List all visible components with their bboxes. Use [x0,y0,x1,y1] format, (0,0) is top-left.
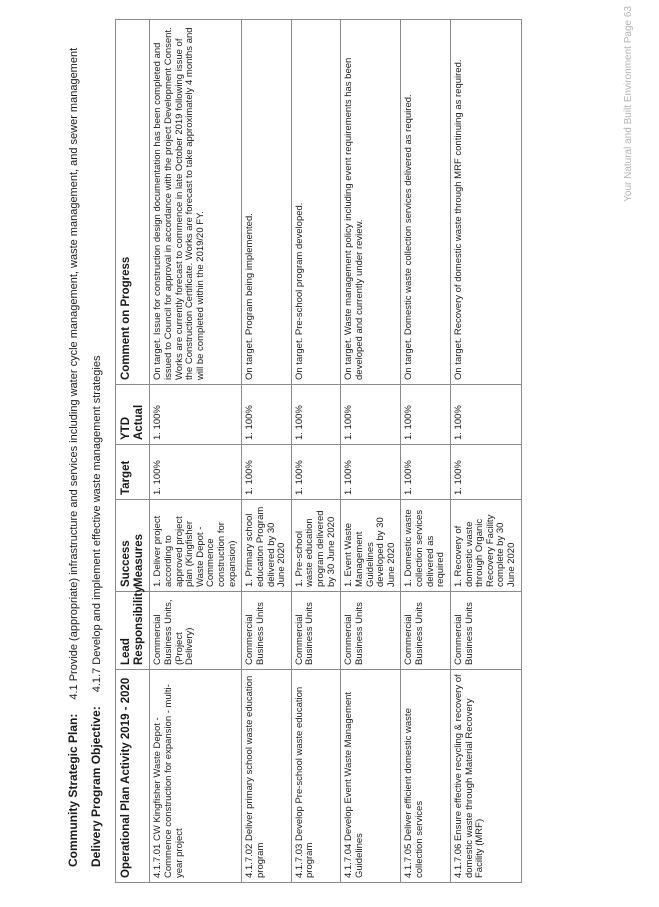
lead-cell: Commercial Business Units, (Project Delivery) [150,592,242,670]
strategic-plan-label: Community Strategic Plan: [66,713,80,867]
target-cell: 1. 100% [341,445,401,500]
measures-cell: 1. Pre-school waste education program delivered by 30 June 2020 [291,500,341,592]
activity-cell: 4.1.7.02 Deliver primary school waste education program [242,670,292,883]
table-row [401,20,451,883]
strategic-plan-value: 4.1 Provide (appropriate) infrastructure and services including water cycle management, waste management, and sewer management [68,47,80,700]
activity-cell: 4.1.7.06 Ensure effective recycling & recovery of domestic waste through Material Recovery Facility (MRF) [450,670,521,883]
column-header: Lead Responsibility [116,592,150,670]
table-row [150,20,242,883]
lead-cell: Commercial Business Units [401,592,451,670]
strategic-plan-header [66,48,80,867]
activity-cell: 4.1.7.01 CW Kingfisher Waste Depot - Commence construction for expansion - multi-year project [150,670,242,883]
measures-cell: 1. Domestic waste collection services delivered as required [401,500,451,592]
comment-cell: On target. Domestic waste collection services delivered as required. [401,20,451,385]
delivery-objective-header [89,356,103,867]
table-row [450,20,521,883]
ytd-cell: 1. 100% [242,385,292,445]
table-row [291,20,341,883]
column-header: Target [116,445,150,500]
lead-cell: Commercial Business Units [341,592,401,670]
ytd-cell: 1. 100% [450,385,521,445]
column-header: Operational Plan Activity 2019 - 2020 [116,670,150,883]
target-cell: 1. 100% [242,445,292,500]
target-cell: 1. 100% [450,445,521,500]
measures-cell: 1. Recovery of domestic waste through Organic Recovery Facility complete by 30 June 2020 [450,500,521,592]
page-footer: Your Natural and Built Environment Page 63 [623,6,634,202]
table-header-row [116,20,150,883]
target-cell: 1. 100% [401,445,451,500]
measures-cell: 1. Event Waste Management Guidelines developed by 30 June 2020 [341,500,401,592]
target-cell: 1. 100% [150,445,242,500]
delivery-objective-label: Delivery Program Objective: [89,706,103,867]
operational-plan-table [115,19,522,883]
column-header: YTD Actual [116,385,150,445]
lead-cell: Commercial Business Units [450,592,521,670]
column-header: Comment on Progress [116,20,150,385]
comment-cell: On target. Recovery of domestic waste through MRF continuing as required. [450,20,521,385]
activity-cell: 4.1.7.05 Deliver efficient domestic waste collection services [401,670,451,883]
lead-cell: Commercial Business Units [291,592,341,670]
comment-cell: On target. Pre-school program developed. [291,20,341,385]
ytd-cell: 1. 100% [150,385,242,445]
measures-cell: 1. Primary school education Program delivered by 30 June 2020 [242,500,292,592]
table-row [341,20,401,883]
target-cell: 1. 100% [291,445,341,500]
delivery-objective-value: 4.1.7 Develop and implement effective waste management strategies [91,355,103,693]
ytd-cell: 1. 100% [291,385,341,445]
measures-cell: 1. Deliver project according to approved project plan (Kingfisher Waste Depot - Commence construction for expansion) [150,500,242,592]
activity-cell: 4.1.7.03 Develop Pre-school waste education program [291,670,341,883]
comment-cell: On target. Waste management policy including event requirements has been developed and currently under review. [341,20,401,385]
activity-cell: 4.1.7.04 Develop Event Waste Management Guidelines [341,670,401,883]
ytd-cell: 1. 100% [341,385,401,445]
comment-cell: On target. Issue for construction design documentation has been completed and issued to Council for approval in accordance with the project Development Consent. Works are currently forecast to commence in late October 2019 following issue of the Construction Certificate. Works are forecast to take approximately 4 months and will be completed within the 2019/20 FY. [150,20,242,385]
comment-cell: On target. Program being implemented. [242,20,292,385]
table-row [242,20,292,883]
column-header: Success Measures [116,500,150,592]
ytd-cell: 1. 100% [401,385,451,445]
lead-cell: Commercial Business Units [242,592,292,670]
